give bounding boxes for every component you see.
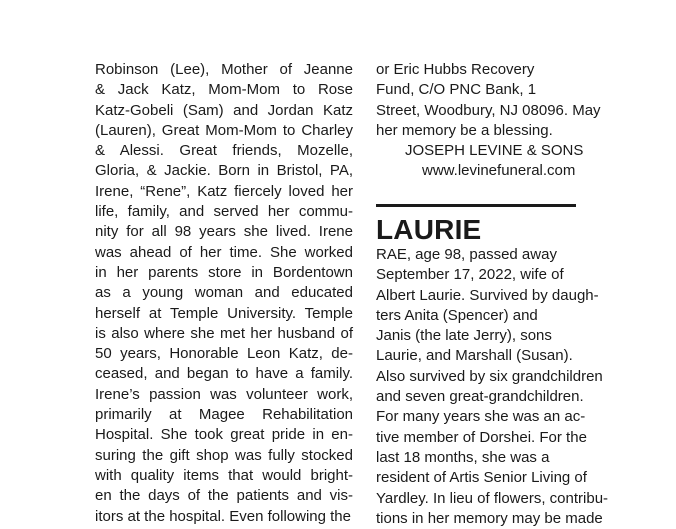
text-line: and seven great-grandchildren. xyxy=(376,388,584,406)
text-line: life, family, and served her commu- xyxy=(95,203,353,221)
text-line: ters Anita (Spencer) and xyxy=(376,306,538,324)
funeral-home-name: JOSEPH LEVINE & SONS xyxy=(405,142,584,160)
obituary-column-right-bottom xyxy=(376,245,676,529)
text-line: is also where she met her husband of xyxy=(95,324,353,342)
text-line: Katz-Gobeli (Sam) and Jordan Katz xyxy=(95,101,353,119)
text-line: Gloria, & Jackie. Born in Bristol, PA, xyxy=(95,162,353,180)
text-line: Irene, “Rene”, Katz fiercely loved her xyxy=(95,182,353,200)
text-line: Fund, C/O PNC Bank, 1 xyxy=(376,81,537,99)
text-line: Robinson (Lee), Mother of Jeanne xyxy=(95,61,353,78)
text-line: Hospital. She took great pride in en- xyxy=(95,426,353,444)
text-line: or Eric Hubbs Recovery xyxy=(376,61,535,78)
text-line: & Jack Katz, Mom-Mom to Rose xyxy=(95,81,353,99)
text-line: Also survived by six grandchildren xyxy=(376,367,603,385)
text-line: her memory be a blessing. xyxy=(376,121,553,139)
text-line: last 18 months, she was a xyxy=(376,448,550,466)
text-line: 50 years, Honorable Leon Katz, de- xyxy=(95,345,353,363)
text-line: was ahead of her time. She worked xyxy=(95,243,353,261)
text-line: tions in her memory may be made xyxy=(376,509,603,527)
text-line: Street, Woodbury, NJ 08096. May xyxy=(376,101,601,119)
obituary-column-left xyxy=(95,60,353,527)
obituary-name-heading: LAURIE xyxy=(376,214,482,245)
text-line: ceased, and began to have a family. xyxy=(95,365,353,383)
obituary-column-right-top xyxy=(376,60,676,182)
text-line: Albert Laurie. Survived by daugh- xyxy=(376,286,599,304)
text-line: herself at Temple University. Temple xyxy=(95,304,353,322)
funeral-home-website: www.levinefuneral.com xyxy=(422,162,576,180)
text-line: en the days of the patients and vis- xyxy=(95,487,353,505)
text-line: Yardley. In lieu of flowers, contribu- xyxy=(376,489,609,507)
text-line: Laurie, and Marshall (Susan). xyxy=(376,347,573,365)
text-line: tive member of Dorshei. For the xyxy=(376,428,587,446)
text-line: itors at the hospital. Even following the xyxy=(95,507,351,525)
text-line: suring the gift shop was fully stocked xyxy=(95,446,353,464)
text-line: primarily at Magee Rehabilitation xyxy=(95,406,353,424)
text-line: as a young woman and educated xyxy=(95,284,353,302)
text-line: For many years she was an ac- xyxy=(376,408,586,426)
text-line: Janis (the late Jerry), sons xyxy=(376,327,552,345)
section-divider xyxy=(376,204,576,207)
text-line: (Lauren), Great Mom-Mom to Charley xyxy=(95,121,353,139)
text-line: in her parents store in Bordentown xyxy=(95,263,353,281)
text-line: RAE, age 98, passed away xyxy=(376,246,557,263)
text-line: Irene’s passion was volunteer work, xyxy=(95,385,353,403)
text-line: with quality items that would bright- xyxy=(95,466,353,484)
text-line: resident of Artis Senior Living of xyxy=(376,469,587,487)
text-line: September 17, 2022, wife of xyxy=(376,266,564,284)
text-line: nity for all 98 years she lived. Irene xyxy=(95,223,353,241)
text-line: & Alessi. Great friends, Mozelle, xyxy=(95,142,353,160)
